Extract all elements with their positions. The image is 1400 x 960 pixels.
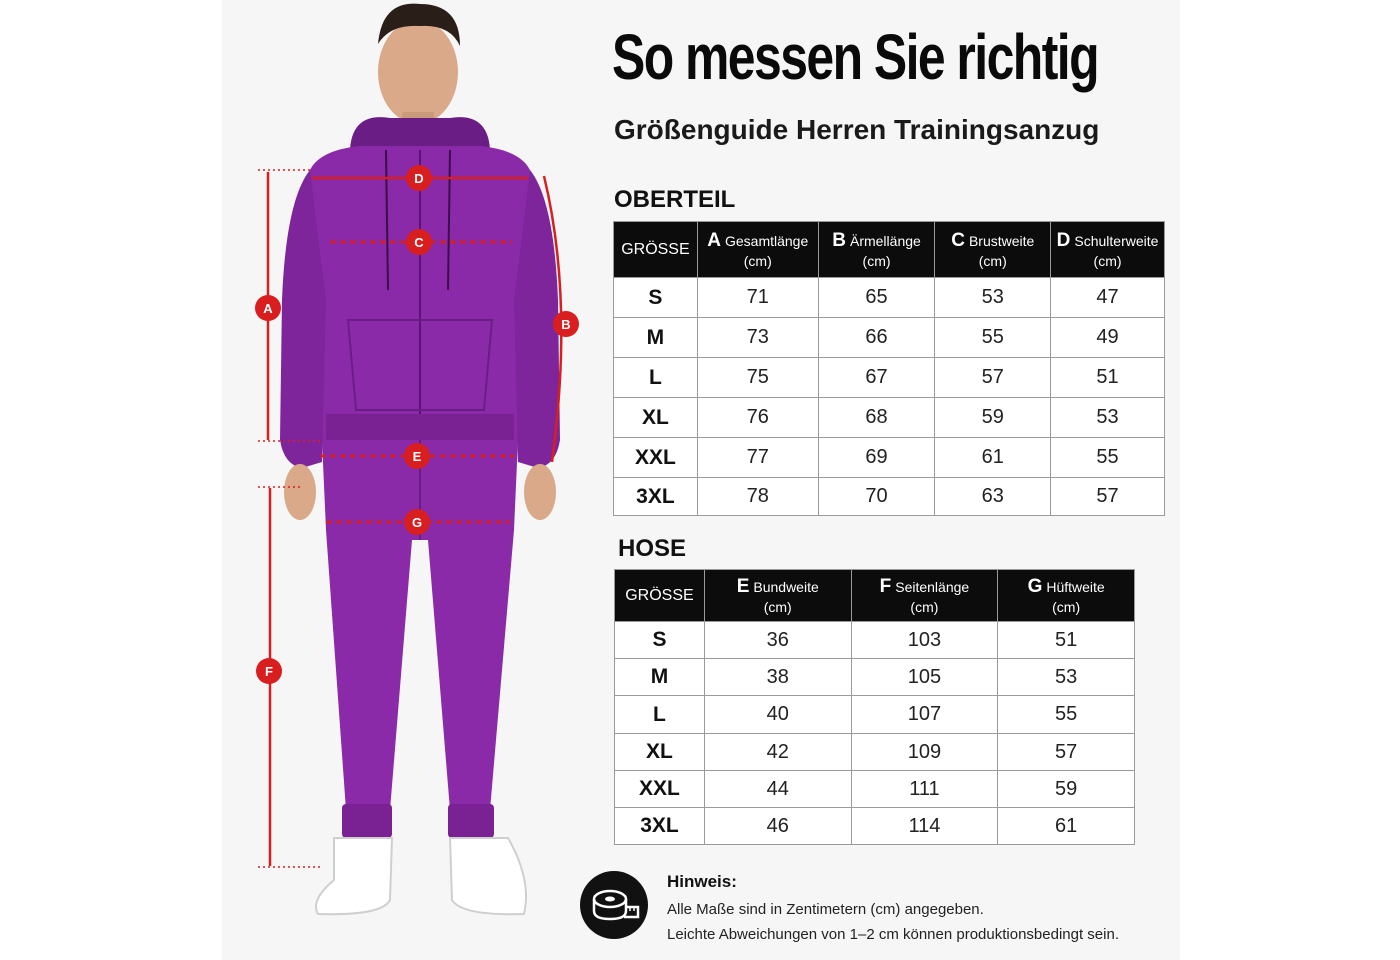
table-row: [614, 318, 1165, 358]
note-title: Hinweis:: [667, 872, 737, 891]
right-ankle-cuff: [448, 804, 494, 838]
column-header-f: F Seitenlänge (cm): [851, 570, 998, 622]
value-cell: 49: [1051, 318, 1165, 358]
hose-header-row: [615, 570, 1135, 622]
value-cell: 61: [935, 438, 1051, 478]
hose-size-table: [614, 569, 1135, 845]
table-row: [615, 622, 1135, 659]
value-cell: 109: [851, 734, 998, 771]
svg-text:F: F: [265, 664, 273, 679]
column-header-b: B Ärmellänge (cm): [818, 222, 935, 278]
tracksuit-illustration: [222, 0, 602, 960]
page-subtitle: Größenguide Herren Trainingsanzug: [614, 114, 1100, 145]
model-figure: [222, 0, 602, 960]
size-cell: XXL: [614, 438, 698, 478]
value-cell: 67: [818, 358, 935, 398]
value-cell: 51: [998, 622, 1135, 659]
value-cell: 105: [851, 659, 998, 696]
svg-text:C: C: [414, 235, 424, 250]
value-cell: 66: [818, 318, 935, 358]
svg-text:D: D: [414, 171, 424, 186]
note-text-units: Alle Maße sind in Zentimetern (cm) angegeben.: [667, 901, 984, 918]
value-cell: 57: [935, 358, 1051, 398]
size-cell: S: [615, 622, 705, 659]
value-cell: 107: [851, 696, 998, 734]
table-row: [615, 734, 1135, 771]
size-cell: 3XL: [614, 478, 698, 516]
value-cell: 69: [818, 438, 935, 478]
left-ankle-cuff: [342, 804, 392, 838]
size-cell: XXL: [615, 771, 705, 808]
table-row: [614, 398, 1165, 438]
table-row: [614, 438, 1165, 478]
size-cell: M: [614, 318, 698, 358]
svg-text:B: B: [561, 317, 571, 332]
value-cell: 59: [935, 398, 1051, 438]
value-cell: 59: [998, 771, 1135, 808]
marker-g: [404, 509, 430, 535]
table-row: [615, 771, 1135, 808]
left-hand: [284, 464, 316, 520]
svg-text:G: G: [411, 515, 423, 530]
hoodie-waistband: [326, 414, 514, 440]
value-cell: 46: [704, 808, 851, 845]
value-cell: 103: [851, 622, 998, 659]
note-text-tolerance: Leichte Abweichungen von 1–2 cm können produktionsbedingt sein.: [667, 926, 1119, 943]
value-cell: 57: [1051, 478, 1165, 516]
value-cell: 75: [697, 358, 818, 398]
table-row: [615, 659, 1135, 696]
table-row: [615, 808, 1135, 845]
table-row: [614, 278, 1165, 318]
value-cell: 61: [998, 808, 1135, 845]
size-cell: 3XL: [615, 808, 705, 845]
size-cell: S: [614, 278, 698, 318]
value-cell: 77: [697, 438, 818, 478]
size-cell: L: [615, 696, 705, 734]
section-heading-hose: HOSE: [618, 535, 687, 562]
column-header-size: GRÖSSE: [614, 222, 698, 278]
measuring-tape-icon: [580, 871, 648, 939]
column-header-d: D Schulterweite (cm): [1051, 222, 1165, 278]
value-cell: 71: [697, 278, 818, 318]
value-cell: 68: [818, 398, 935, 438]
value-cell: 111: [851, 771, 998, 808]
size-cell: XL: [615, 734, 705, 771]
table-row: [614, 358, 1165, 398]
section-heading-oberteil: OBERTEIL: [614, 186, 736, 213]
size-cell: M: [615, 659, 705, 696]
right-hand: [524, 464, 556, 520]
value-cell: 70: [818, 478, 935, 516]
marker-a: [255, 295, 281, 321]
column-header-e: E Bundweite (cm): [704, 570, 851, 622]
value-cell: 63: [935, 478, 1051, 516]
value-cell: 40: [704, 696, 851, 734]
table-row: [614, 478, 1165, 516]
value-cell: 53: [998, 659, 1135, 696]
column-header-c: C Brustweite (cm): [935, 222, 1051, 278]
hood: [350, 117, 490, 150]
value-cell: 47: [1051, 278, 1165, 318]
svg-text:A: A: [263, 301, 273, 316]
value-cell: 53: [1051, 398, 1165, 438]
marker-e: [404, 443, 430, 469]
column-header-g: G Hüftweite (cm): [998, 570, 1135, 622]
value-cell: 114: [851, 808, 998, 845]
marker-d: [406, 165, 432, 191]
oberteil-size-table: [613, 221, 1165, 516]
value-cell: 44: [704, 771, 851, 808]
value-cell: 51: [1051, 358, 1165, 398]
value-cell: 73: [697, 318, 818, 358]
model-head: [378, 20, 458, 124]
oberteil-header-row: [614, 222, 1165, 278]
value-cell: 57: [998, 734, 1135, 771]
size-cell: XL: [614, 398, 698, 438]
value-cell: 55: [1051, 438, 1165, 478]
marker-f: [256, 658, 282, 684]
column-header-a: A Gesamtlänge (cm): [697, 222, 818, 278]
value-cell: 36: [704, 622, 851, 659]
right-sneaker: [450, 838, 526, 914]
page-title: So messen Sie richtig: [612, 21, 1099, 93]
value-cell: 55: [998, 696, 1135, 734]
table-row: [615, 696, 1135, 734]
marker-b: [553, 311, 579, 337]
value-cell: 55: [935, 318, 1051, 358]
size-cell: L: [614, 358, 698, 398]
svg-text:E: E: [412, 449, 422, 464]
value-cell: 76: [697, 398, 818, 438]
column-header-size: GRÖSSE: [615, 570, 705, 622]
left-sneaker: [316, 838, 392, 914]
value-cell: 65: [818, 278, 935, 318]
value-cell: 42: [704, 734, 851, 771]
value-cell: 38: [704, 659, 851, 696]
value-cell: 53: [935, 278, 1051, 318]
value-cell: 78: [697, 478, 818, 516]
marker-c: [406, 229, 432, 255]
